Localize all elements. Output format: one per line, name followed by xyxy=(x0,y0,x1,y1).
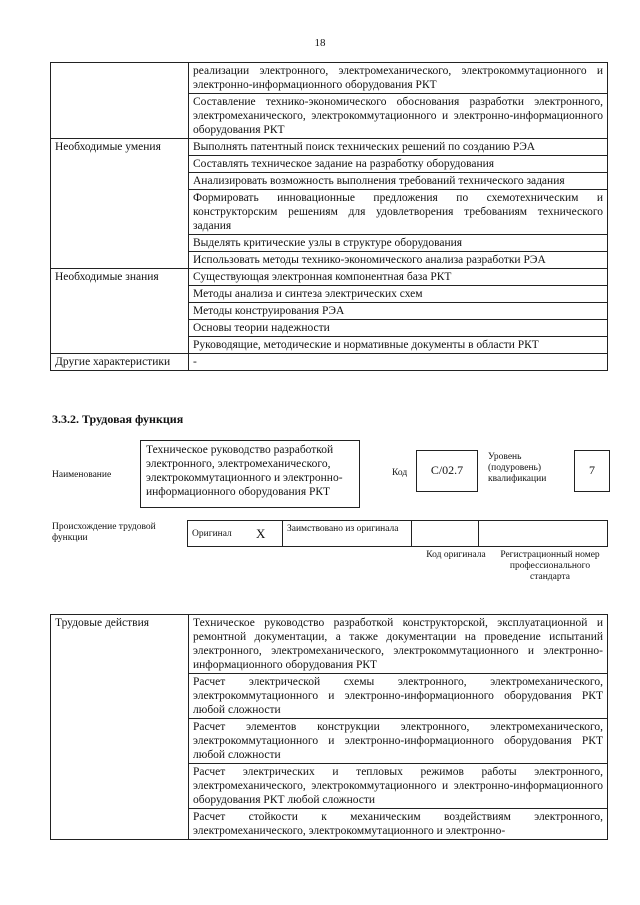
table-row xyxy=(188,521,608,547)
other-label: Другие характеристики xyxy=(51,354,189,371)
list-item: Составление технико-экономического обоснования разработки электронного, электромеханического, электрокоммутационного и электронно-информационного оборудования РКТ xyxy=(189,94,608,139)
list-item: Основы теории надежности xyxy=(189,320,608,337)
page-number: 18 xyxy=(314,37,326,49)
list-item: реализации электронного, электромеханического, электрокоммутационного и электронно-информационного оборудования РКТ xyxy=(189,63,608,94)
table-row xyxy=(51,63,608,94)
list-item: Выполнять патентный поиск технических решений по созданию РЭА xyxy=(189,139,608,156)
origin-table xyxy=(187,520,608,547)
other-value: - xyxy=(189,354,608,371)
list-item: Расчет элементов конструкции электронного, электромеханического, электрокоммутационного и электронно-информационного оборудования РКТ любой сложности xyxy=(189,719,608,764)
code-label: Код xyxy=(392,468,408,478)
reg-number-cell xyxy=(479,521,608,547)
actions-table xyxy=(50,614,608,840)
original-label: Оригинал xyxy=(188,521,253,547)
function-name-value: Техническое руководство разработкой электронного, электромеханического, электрокоммутационного и электронно-информационного оборудования РКТ xyxy=(146,444,343,498)
code-box xyxy=(416,450,478,492)
list-item: Расчет стойкости к механическим воздействиям электронного, электромеханического, электрокоммутационного и электронно- xyxy=(189,809,608,840)
original-mark: X xyxy=(252,521,283,547)
borrowed-label: Заимствовано из оригинала xyxy=(283,521,412,547)
list-item: Техническое руководство разработкой конструкторской, эксплуатационной и ремонтной документации, а также документации на проведение испытаний электронного, электромеханического, электрокоммутационного и электронно-информационного оборудования РКТ xyxy=(189,615,608,674)
table-row xyxy=(51,139,608,156)
origin-label: Происхождение трудовой функции xyxy=(52,522,156,543)
list-item: Анализировать возможность выполнения требований технического задания xyxy=(189,173,608,190)
code-original-cell xyxy=(412,521,479,547)
skills-label: Необходимые умения xyxy=(51,139,189,269)
reg-number-label: Регистрационный номер профессионального стандарта xyxy=(500,550,600,582)
list-item: Использовать методы технико-экономического анализа разработки РЭА xyxy=(189,252,608,269)
competency-table xyxy=(50,62,608,371)
list-item: Выделять критические узлы в структуре оборудования xyxy=(189,235,608,252)
table-row xyxy=(51,354,608,371)
list-item: Расчет электрической схемы электронного, электромеханического, электрокоммутационного и электронно-информационного оборудования РКТ любой сложности xyxy=(189,674,608,719)
list-item: Методы анализа и синтеза электрических схем xyxy=(189,286,608,303)
level-value: 7 xyxy=(589,463,595,477)
list-item: Существующая электронная компонентная база РКТ xyxy=(189,269,608,286)
table-row xyxy=(51,615,608,674)
list-item: Формировать инновационные предложения по схемотехническим и конструкторским решениям для удовлетворения требованиям технического задания xyxy=(189,190,608,235)
empty-label-cell xyxy=(51,63,189,139)
knowledge-label: Необходимые знания xyxy=(51,269,189,354)
actions-label: Трудовые действия xyxy=(51,615,189,840)
function-name-box xyxy=(140,440,360,508)
level-label: Уровень (подуровень) квалификации xyxy=(488,452,547,484)
name-label: Наименование xyxy=(52,470,112,480)
list-item: Руководящие, методические и нормативные документы в области РКТ xyxy=(189,337,608,354)
section-title: 3.3.2. Трудовая функция xyxy=(52,412,184,426)
list-item: Составлять техническое задание на разработку оборудования xyxy=(189,156,608,173)
code-value: С/02.7 xyxy=(430,463,464,477)
table-row xyxy=(51,269,608,286)
list-item: Расчет электрических и тепловых режимов работы электронного, электромеханического, электрокоммутационного и электронно-информационного оборудования РКТ любой сложности xyxy=(189,764,608,809)
level-box xyxy=(574,450,610,492)
code-original-label: Код оригинала xyxy=(426,550,486,560)
list-item: Методы конструирования РЭА xyxy=(189,303,608,320)
